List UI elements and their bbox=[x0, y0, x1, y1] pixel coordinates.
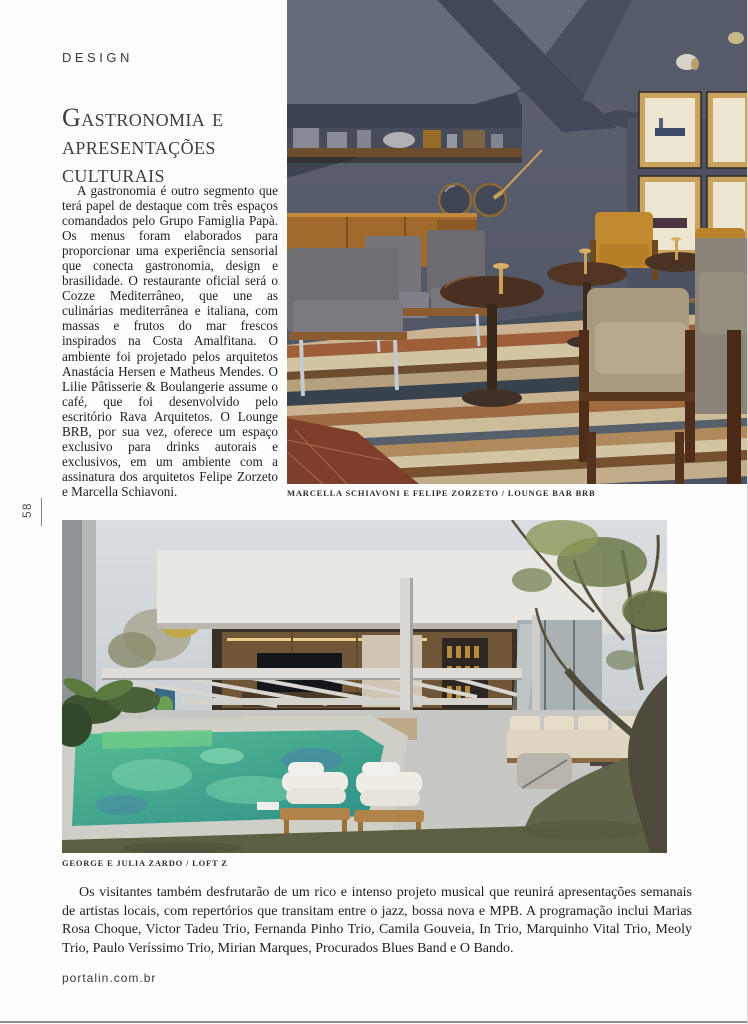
section-label: DESIGN bbox=[62, 50, 133, 65]
photo-caption-pool: GEORGE E JULIA ZARDO / LOFT Z bbox=[62, 858, 228, 868]
article-body: A gastronomia é outro segmento que terá papel de destaque com três espaços comandados pelo Grupo Famiglia Papà. Os menus foram elaborados para proporcionar uma experiência sensorial que conecta gastronomia, design e brasilidade. O restaurante oficial será o Cozze Mediterrâneo, que une as culinárias mediterrânea e italiana, com massas e frutos do mar frescos inspirados na Costa Amalfitana. O ambiente foi projetado pelos arquitetos Anastácia Hersen e Matheus Mendes. O Lilie Pâtisserie & Boulangerie assume o café, que foi desenvolvido pelo escritório Rava Arquitetos. O Lounge BRB, por sua vez, oferece um espaço exclusivo para drinks autorais e exclusivos, em um ambiente com a assinatura dos arquitetos Felipe Zorzeto e Marcella Schiavoni. bbox=[62, 183, 278, 499]
pool-house-photo bbox=[62, 520, 667, 853]
footer-url: portalin.com.br bbox=[62, 971, 157, 985]
pool-house-illustration bbox=[62, 520, 667, 853]
lounge-bar-illustration bbox=[287, 0, 748, 484]
closing-paragraph: Os visitantes também desfrutarão de um rico e intenso projeto musical que reunirá apresentações semanais de artistas locais, com repertórios que transitam entre o jazz, bossa nova e MPB. A programação inclui Marias Rosa Choque, Victor Tadeu Trio, Fernanda Pinho Trio, Camila Gouveia, In Trio, Marquinho Vital Trio, Meoly Trio, Paulo Veríssimo Trio, Mirian Marques, Procurados Blues Band e O Bando. bbox=[62, 885, 692, 956]
lounge-bar-photo bbox=[287, 0, 748, 484]
page-number-rule bbox=[41, 498, 42, 526]
article-title: Gastronomia e apresentações culturais bbox=[62, 103, 224, 188]
page-number: 58 bbox=[22, 502, 34, 518]
bottom-rule bbox=[0, 1021, 748, 1023]
photo-caption-lounge: MARCELLA SCHIAVONI E FELIPE ZORZETO / LOUNGE BAR BRB bbox=[287, 488, 596, 498]
